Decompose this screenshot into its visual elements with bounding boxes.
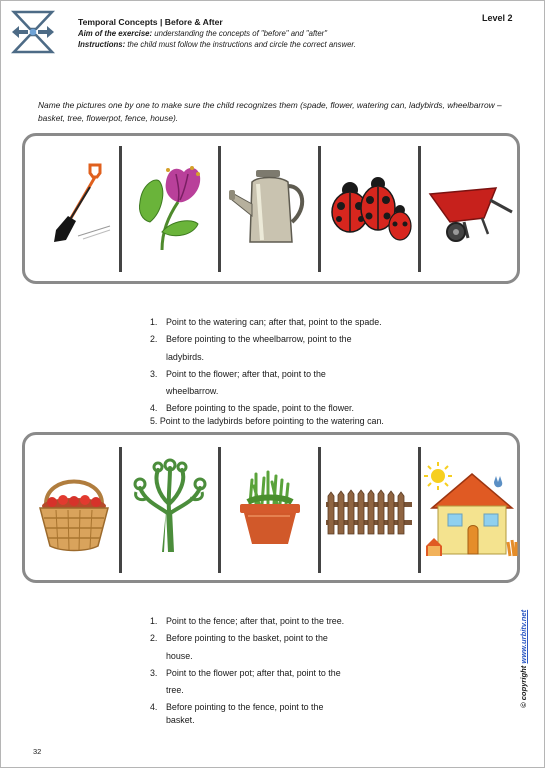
page-title: Temporal Concepts | Before & After bbox=[78, 17, 223, 27]
item-number: 3. bbox=[150, 667, 158, 678]
fence-picture[interactable] bbox=[326, 488, 412, 534]
item-text: Point to the flower pot; after that, point to the bbox=[166, 667, 341, 678]
item-text: Point to the watering can; after that, point to the spade. bbox=[166, 317, 382, 327]
item-number: 1. bbox=[150, 317, 158, 327]
item-text: Point to the flower; after that, point to the bbox=[166, 368, 326, 379]
clipped-text: basket. bbox=[166, 715, 195, 725]
instructions-label: Instructions: bbox=[78, 40, 126, 49]
watering-can-picture[interactable] bbox=[228, 164, 312, 248]
list-item bbox=[150, 665, 344, 700]
name-instructions: Name the pictures one by one to make sure the child recognizes them (spade, flower, watering can, ladybirds, wheelbarrow – basket, tree, flowerpot, fence, house). bbox=[38, 100, 502, 123]
item-number: 4. bbox=[150, 403, 158, 414]
copyright-prefix: © copyright bbox=[519, 663, 528, 708]
level-label: Level 2 bbox=[482, 13, 513, 23]
flower-picture[interactable] bbox=[132, 162, 214, 252]
logo-icon bbox=[10, 9, 56, 55]
instruction-list-1 bbox=[150, 314, 382, 418]
spade-picture[interactable] bbox=[38, 160, 114, 248]
divider bbox=[318, 146, 321, 272]
item-number: 3. bbox=[150, 368, 158, 379]
divider bbox=[318, 447, 321, 573]
divider bbox=[418, 146, 421, 272]
item-text: Before pointing to the wheelbarrow, point to the bbox=[166, 334, 352, 345]
flowerpot-picture[interactable] bbox=[232, 466, 308, 548]
item-text: Before pointing to the spade, point to the flower. bbox=[166, 403, 354, 414]
item-text-continued: tree. bbox=[166, 685, 184, 696]
list-item bbox=[150, 366, 382, 401]
basket-picture[interactable] bbox=[36, 468, 112, 554]
list-item bbox=[150, 613, 344, 630]
item-number: 2. bbox=[150, 633, 158, 644]
house-picture[interactable] bbox=[424, 460, 518, 558]
item-number: 2. bbox=[150, 334, 158, 345]
aim-text: understanding the concepts of "before" and "after" bbox=[152, 29, 328, 38]
divider bbox=[418, 447, 421, 573]
instruction-list-2 bbox=[150, 613, 344, 717]
list-item bbox=[150, 630, 344, 665]
list-item bbox=[150, 331, 382, 366]
item-text-continued: house. bbox=[166, 650, 193, 661]
instructions-text: the child must follow the instructions and circle the correct answer. bbox=[125, 40, 356, 49]
ladybirds-picture[interactable] bbox=[326, 176, 414, 244]
wheelbarrow-picture[interactable] bbox=[424, 178, 516, 248]
clipped-list-line bbox=[150, 715, 450, 726]
tree-picture[interactable] bbox=[128, 458, 212, 554]
divider bbox=[218, 447, 221, 573]
aim-label: Aim of the exercise: bbox=[78, 29, 153, 38]
divider bbox=[218, 146, 221, 272]
clipped-text: 5. Point to the ladybirds before pointing to the watering can. bbox=[150, 416, 384, 426]
item-text: Before pointing to the fence, point to the bbox=[166, 702, 324, 713]
item-text: Before pointing to the basket, point to the bbox=[166, 633, 328, 644]
item-number: 4. bbox=[150, 702, 158, 713]
page-number: 32 bbox=[33, 747, 42, 756]
item-text: Point to the fence; after that, point to the tree. bbox=[166, 616, 345, 626]
divider bbox=[119, 447, 122, 573]
clipped-list-line bbox=[150, 416, 450, 427]
item-text-continued: ladybirds. bbox=[166, 351, 204, 362]
list-item bbox=[150, 314, 382, 331]
item-text-continued: wheelbarrow. bbox=[166, 386, 219, 397]
instructions-line bbox=[78, 40, 356, 49]
aim-line bbox=[78, 29, 327, 38]
item-number: 1. bbox=[150, 616, 158, 626]
copyright-link[interactable]: www.urbitv.net bbox=[519, 609, 528, 664]
divider bbox=[119, 146, 122, 272]
copyright-notice bbox=[519, 610, 528, 708]
